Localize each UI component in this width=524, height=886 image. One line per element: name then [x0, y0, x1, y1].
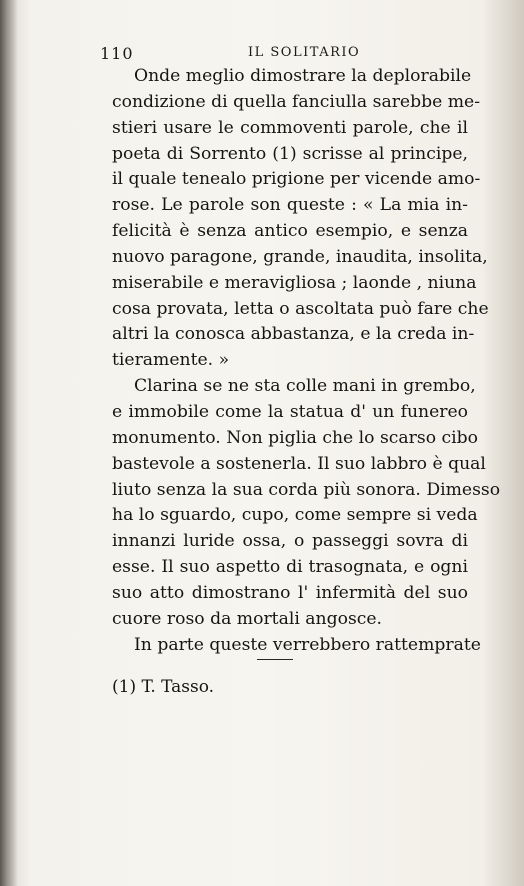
text-line: felicità è senza antico esempio, e senza [112, 221, 468, 242]
text-line: il quale tenealo prigione per vicende amo- [112, 169, 481, 190]
text-line: altri la conosca abbastanza, e la creda in- [112, 324, 475, 345]
footnote-rule [257, 659, 293, 660]
text-line: esse. Il suo aspetto di trasognata, e ogni [112, 557, 468, 578]
text-line: rose. Le parole son queste : « La mia in- [112, 195, 468, 216]
text-line: ha lo sguardo, cupo, come sempre si veda [112, 505, 478, 526]
text-line: Onde meglio dimostrare la deplorabile [134, 66, 472, 86]
text-line: poeta di Sorrento (1) scrisse al principe, [112, 143, 468, 164]
binding-gutter [0, 0, 18, 886]
text-line: Clarina se ne sta colle mani in grembo, [134, 376, 476, 397]
body-text [112, 64, 501, 658]
page-header [100, 44, 480, 64]
text-line: miserabile e meravigliosa ; laonde , niuna [112, 272, 477, 293]
text-line: monumento. Non piglia che lo scarso cibo [112, 427, 478, 448]
text-line: nuovo paragone, grande, inaudita, insolita, [112, 246, 488, 267]
text-line: bastevole a sostenerla. Il suo labbro è qual [112, 453, 486, 474]
text-line: e immobile come la statua d' un funereo [112, 401, 468, 422]
text-line: tieramente. » [112, 350, 230, 371]
text-line: cuore roso da mortali angosce. [112, 608, 383, 629]
text-line: condizione di quella fanciulla sarebbe me- [112, 91, 481, 112]
page-number: 110 [100, 44, 134, 63]
text-line: stieri usare le commoventi parole, che il [112, 117, 468, 138]
running-title: IL SOLITARIO [248, 45, 361, 60]
text-line: innanzi luride ossa, o passeggi sovra di [112, 531, 468, 552]
text-line: cosa provata, letta o ascoltata può fare che [112, 298, 489, 319]
text-line: In parte queste verrebbero rattemprate [134, 634, 481, 655]
footnote: (1) T. Tasso. [112, 677, 215, 697]
text-line: liuto senza la sua corda più sonora. Dimesso [112, 479, 501, 500]
text-line: suo atto dimostrano l' infermità del suo [112, 582, 468, 603]
